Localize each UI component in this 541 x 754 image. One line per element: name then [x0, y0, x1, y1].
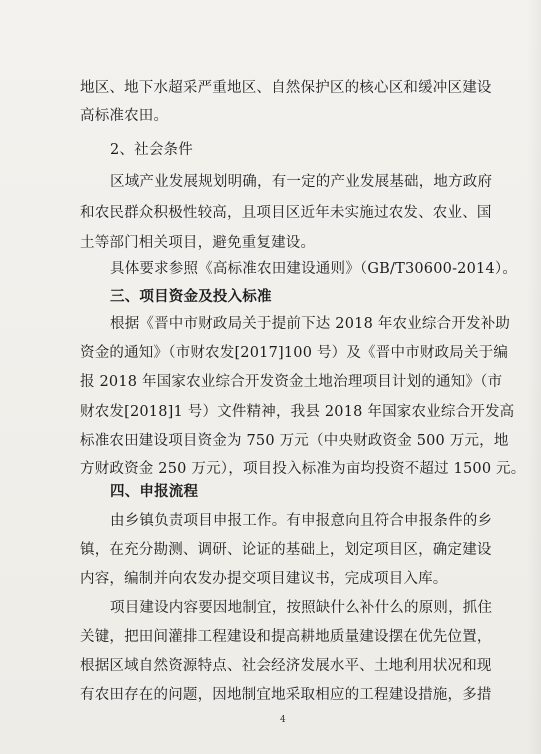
section-heading: 四、申报流程: [110, 484, 199, 500]
text-line: 高标准农田。: [80, 108, 169, 124]
text-line: 有农田存在的问题，因地制宜地采取相应的工程建设措施，多措: [80, 687, 492, 703]
text-line: 标准农田建设项目资金为 750 万元（中央财政资金 500 万元，地: [80, 433, 509, 449]
text-line: 由乡镇负责项目申报工作。有申报意向且符合申报条件的乡: [110, 513, 493, 529]
text-line: 方财政资金 250 万元），项目投入标准为亩均投资不超过 1500 元。: [80, 461, 526, 477]
text-line: 根据《晋中市财政局关于提前下达 2018 年农业综合开发补助: [110, 316, 511, 332]
text-line: 根据区域自然资源特点、社会经济发展水平、土地利用状况和现: [80, 658, 492, 674]
text-line: 资金的通知》（市财农发[2017]100 号）及《晋中市财政局关于编: [80, 345, 509, 361]
text-line: 地区、地下水超采严重地区、自然保护区的核心区和缓冲区建设: [80, 80, 492, 96]
section-heading: 三、项目资金及投入标准: [110, 289, 272, 305]
text-line: 区域产业发展规划明确，有一定的产业发展基础，地方政府: [110, 174, 493, 190]
text-line: 具体要求参照《高标准农田建设通则》（GB/T30600-2014）。: [110, 261, 518, 277]
text-line: 内容，编制并向农发办提交项目建议书，完成项目入库。: [80, 571, 448, 587]
text-line: 土等部门相关项目，避免重复建设。: [80, 235, 316, 251]
section-heading: 2、社会条件: [110, 142, 193, 158]
text-line: 镇，在充分勘测、调研、论证的基础上，划定项目区，确定建设: [80, 542, 492, 558]
text-line: 和农民群众积极性较高，且项目区近年未实施过农发、农业、国: [80, 205, 492, 221]
text-line: 关键，把田间灌排工程建设和提高耕地质量建设摆在优先位置，: [80, 629, 492, 645]
page-number: 4: [280, 715, 286, 725]
text-line: 项目建设内容要因地制宜，按照缺什么补什么的原则，抓住: [110, 600, 493, 616]
text-line: 财农发[2018]1 号）文件精神，我县 2018 年国家农业综合开发高: [80, 404, 515, 420]
text-line: 报 2018 年国家农业综合开发资金土地治理项目计划的通知》（市: [80, 374, 503, 390]
